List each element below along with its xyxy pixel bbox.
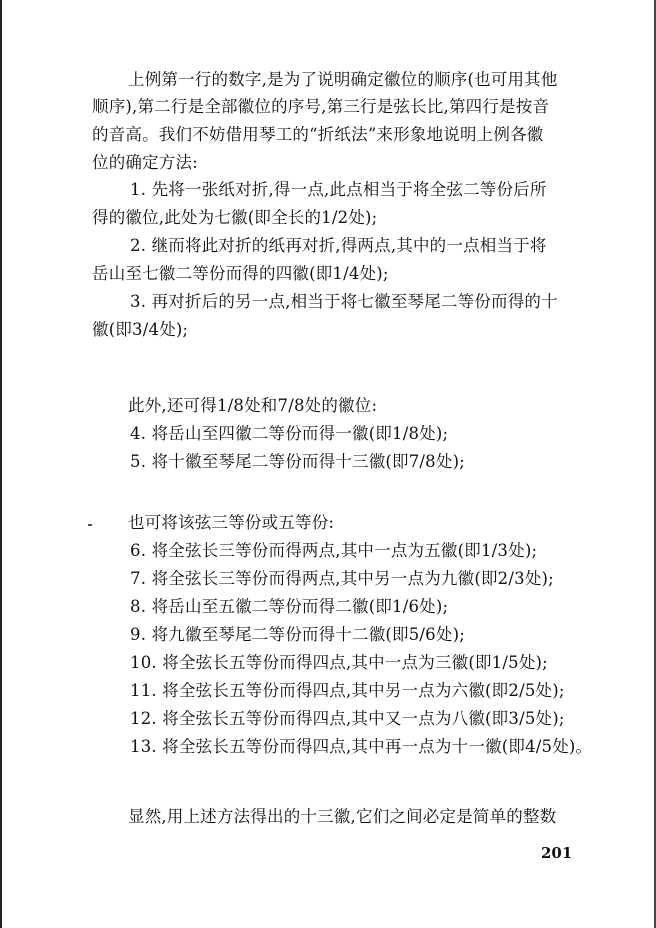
step-1-line-1: 1. 先将一张纸对折,得一点,此点相当于将全弦二等份后所 xyxy=(130,180,547,199)
step-4: 4. 将岳山至四徽二等份而得一徽(即1/8处); xyxy=(130,424,449,443)
step-12: 12. 将全弦长五等份而得四点,其中又一点为八徽(即3/5处); xyxy=(130,709,565,728)
page-number: 201 xyxy=(541,844,573,862)
intro-line-2: 顺序),第二行是全部徽位的序号,第三行是弦长比,第四行是按音 xyxy=(92,97,550,116)
eighths-intro: 此外,还可得1/8处和7/8处的徽位: xyxy=(128,396,378,415)
intro-line-4: 位的确定方法: xyxy=(92,153,198,172)
conclusion-line: 显然,用上述方法得出的十三徽,它们之间必定是简单的整数 xyxy=(128,807,557,826)
step-9: 9. 将九徽至琴尾二等份而得十二徽(即5/6处); xyxy=(130,625,465,644)
step-13: 13. 将全弦长五等份而得四点,其中再一点为十一徽(即4/5处)。 xyxy=(130,737,593,756)
intro-line-3: 的音高。我们不妨借用琴工的“折纸法”来形象地说明上例各徽 xyxy=(92,125,544,144)
step-5: 5. 将十徽至琴尾二等份而得十三徽(即7/8处); xyxy=(130,452,465,471)
step-7: 7. 将全弦长三等份而得两点,其中另一点为九徽(即2/3处); xyxy=(130,569,554,588)
step-6: 6. 将全弦长三等份而得两点,其中一点为五徽(即1/3处); xyxy=(130,541,538,560)
step-8: 8. 将岳山至五徽二等份而得二徽(即1/6处); xyxy=(130,597,449,616)
intro-line-1: 上例第一行的数字,是为了说明确定徽位的顺序(也可用其他 xyxy=(128,70,558,89)
thirds-fifths-intro: 也可将该弦三等份或五等份: xyxy=(128,513,335,532)
step-2-line-1: 2. 继而将此对折的纸再对折,得两点,其中的一点相当于将 xyxy=(130,236,547,255)
step-10: 10. 将全弦长五等份而得四点,其中一点为三徽(即1/5处); xyxy=(130,653,548,672)
step-3-line-1: 3. 再对折后的另一点,相当于将七徽至琴尾二等份而得的十 xyxy=(130,292,558,311)
step-1-line-2: 得的徽位,此处为七徽(即全长的1/2处); xyxy=(92,208,378,227)
step-2-line-2: 岳山至七徽二等份而得的四徽(即1/4处); xyxy=(92,264,389,283)
step-11: 11. 将全弦长五等份而得四点,其中另一点为六徽(即2/5处); xyxy=(130,681,565,700)
step-3-line-2: 徽(即3/4处); xyxy=(92,320,189,339)
scan-speck xyxy=(88,524,92,526)
